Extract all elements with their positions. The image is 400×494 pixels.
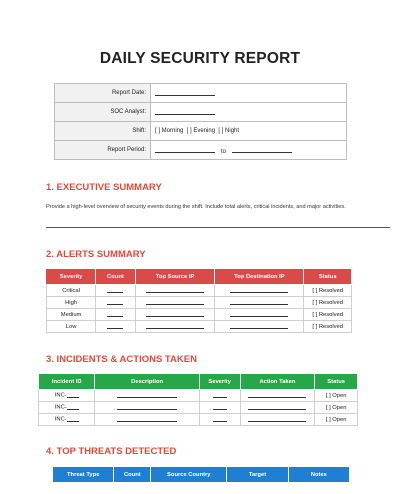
description-blank[interactable]: [117, 404, 177, 410]
severity-cell: Medium: [47, 309, 96, 321]
col-action-taken: Action Taken: [240, 374, 315, 390]
source-ip-cell[interactable]: [135, 321, 215, 333]
top-threats-table: [52, 466, 350, 483]
alerts-summary-table: [46, 268, 352, 333]
col-severity: Severity: [47, 269, 96, 285]
destination-ip-cell[interactable]: [215, 297, 304, 309]
report-info-table: [54, 83, 347, 160]
col-threat-type: Threat Type: [53, 467, 114, 483]
count-cell[interactable]: [96, 309, 136, 321]
period-start-blank[interactable]: [155, 146, 215, 153]
status-cell[interactable]: [ ] Open: [315, 402, 358, 414]
severity-cell: High: [47, 297, 96, 309]
severity-cell[interactable]: [199, 402, 240, 414]
col-source-country: Source Country: [151, 467, 227, 483]
action-blank[interactable]: [248, 392, 306, 398]
destination-ip-cell[interactable]: [215, 321, 304, 333]
executive-summary-line[interactable]: [46, 227, 390, 228]
alerts-header-row: [47, 269, 352, 285]
status-cell[interactable]: [ ] Resolved: [304, 297, 352, 309]
severity-blank[interactable]: [213, 416, 227, 422]
col-top-destination-ip: Top Destination IP: [215, 269, 304, 285]
col-status: Status: [304, 269, 352, 285]
incident-id-cell[interactable]: [39, 414, 95, 426]
report-date-field[interactable]: [151, 84, 347, 103]
alerts-summary-heading: 2. ALERTS SUMMARY: [46, 249, 146, 260]
report-period-label: Report Period:: [55, 141, 151, 160]
table-row: [47, 297, 352, 309]
report-period-field[interactable]: [151, 141, 347, 160]
source-ip-blank[interactable]: [146, 323, 204, 329]
col-notes: Notes: [288, 467, 349, 483]
source-ip-cell[interactable]: [135, 309, 215, 321]
action-cell[interactable]: [240, 414, 315, 426]
status-cell[interactable]: [ ] Open: [315, 414, 358, 426]
source-ip-blank[interactable]: [146, 287, 204, 293]
col-count: Count: [96, 269, 136, 285]
action-cell[interactable]: [240, 402, 315, 414]
action-cell[interactable]: [240, 390, 315, 402]
shift-options[interactable]: [ ] Morning [ ] Evening [ ] Night: [151, 122, 347, 141]
col-count: Count: [114, 467, 151, 483]
description-cell[interactable]: [95, 402, 199, 414]
table-row: [47, 285, 352, 297]
table-row: [39, 402, 358, 414]
count-blank[interactable]: [107, 287, 123, 293]
destination-ip-cell[interactable]: [215, 285, 304, 297]
col-top-source-ip: Top Source IP: [135, 269, 215, 285]
incidents-table: [38, 373, 358, 426]
period-end-blank[interactable]: [232, 146, 292, 153]
action-blank[interactable]: [248, 404, 306, 410]
incident-id-prefix: INC-: [54, 404, 67, 411]
top-threats-heading: 4. TOP THREATS DETECTED: [46, 446, 177, 457]
period-to-text: to: [221, 148, 227, 155]
count-blank[interactable]: [107, 323, 123, 329]
report-date-blank[interactable]: [155, 89, 215, 96]
source-ip-blank[interactable]: [146, 299, 204, 305]
description-blank[interactable]: [117, 416, 177, 422]
table-row: [39, 390, 358, 402]
severity-blank[interactable]: [213, 392, 227, 398]
severity-cell: Critical: [47, 285, 96, 297]
severity-cell[interactable]: [199, 414, 240, 426]
incident-id-blank[interactable]: [67, 404, 79, 410]
source-ip-cell[interactable]: [135, 285, 215, 297]
table-row: [47, 309, 352, 321]
severity-cell: Low: [47, 321, 96, 333]
action-blank[interactable]: [248, 416, 306, 422]
soc-analyst-field[interactable]: [151, 103, 347, 122]
description-cell[interactable]: [95, 390, 199, 402]
status-cell[interactable]: [ ] Open: [315, 390, 358, 402]
severity-cell[interactable]: [199, 390, 240, 402]
table-row: [47, 321, 352, 333]
report-date-label: Report Date:: [55, 84, 151, 103]
executive-summary-text: Provide a high-level overview of security events during the shift. Include total alerts, critical incidents, and major activities.: [46, 204, 346, 210]
status-cell[interactable]: [ ] Resolved: [304, 285, 352, 297]
status-cell[interactable]: [ ] Resolved: [304, 309, 352, 321]
col-target: Target: [227, 467, 288, 483]
description-cell[interactable]: [95, 414, 199, 426]
soc-analyst-blank[interactable]: [155, 108, 215, 115]
page-title: DAILY SECURITY REPORT: [99, 50, 301, 67]
incident-id-blank[interactable]: [67, 392, 79, 398]
destination-ip-blank[interactable]: [230, 299, 288, 305]
severity-blank[interactable]: [213, 404, 227, 410]
incident-id-cell[interactable]: [39, 390, 95, 402]
col-description: Description: [95, 374, 199, 390]
count-blank[interactable]: [107, 311, 123, 317]
shift-label: Shift:: [55, 122, 151, 141]
threats-header-row: [53, 467, 350, 483]
source-ip-cell[interactable]: [135, 297, 215, 309]
executive-summary-heading: 1. EXECUTIVE SUMMARY: [46, 182, 162, 193]
count-cell[interactable]: [96, 297, 136, 309]
incidents-heading: 3. INCIDENTS & ACTIONS TAKEN: [46, 354, 197, 365]
col-incident-id: Incident ID: [39, 374, 95, 390]
destination-ip-blank[interactable]: [230, 323, 288, 329]
table-row: [39, 414, 358, 426]
incident-id-blank[interactable]: [67, 416, 79, 422]
incidents-header-row: [39, 374, 358, 390]
soc-analyst-label: SOC Analyst:: [55, 103, 151, 122]
count-cell[interactable]: [96, 285, 136, 297]
incident-id-cell[interactable]: [39, 402, 95, 414]
description-blank[interactable]: [117, 392, 177, 398]
count-blank[interactable]: [107, 299, 123, 305]
incident-id-prefix: INC-: [54, 416, 67, 423]
col-status: Status: [315, 374, 358, 390]
count-cell[interactable]: [96, 321, 136, 333]
incident-id-prefix: INC-: [54, 392, 67, 399]
destination-ip-blank[interactable]: [230, 311, 288, 317]
source-ip-blank[interactable]: [146, 311, 204, 317]
destination-ip-cell[interactable]: [215, 309, 304, 321]
destination-ip-blank[interactable]: [230, 287, 288, 293]
col-severity: Severity: [199, 374, 240, 390]
status-cell[interactable]: [ ] Resolved: [304, 321, 352, 333]
